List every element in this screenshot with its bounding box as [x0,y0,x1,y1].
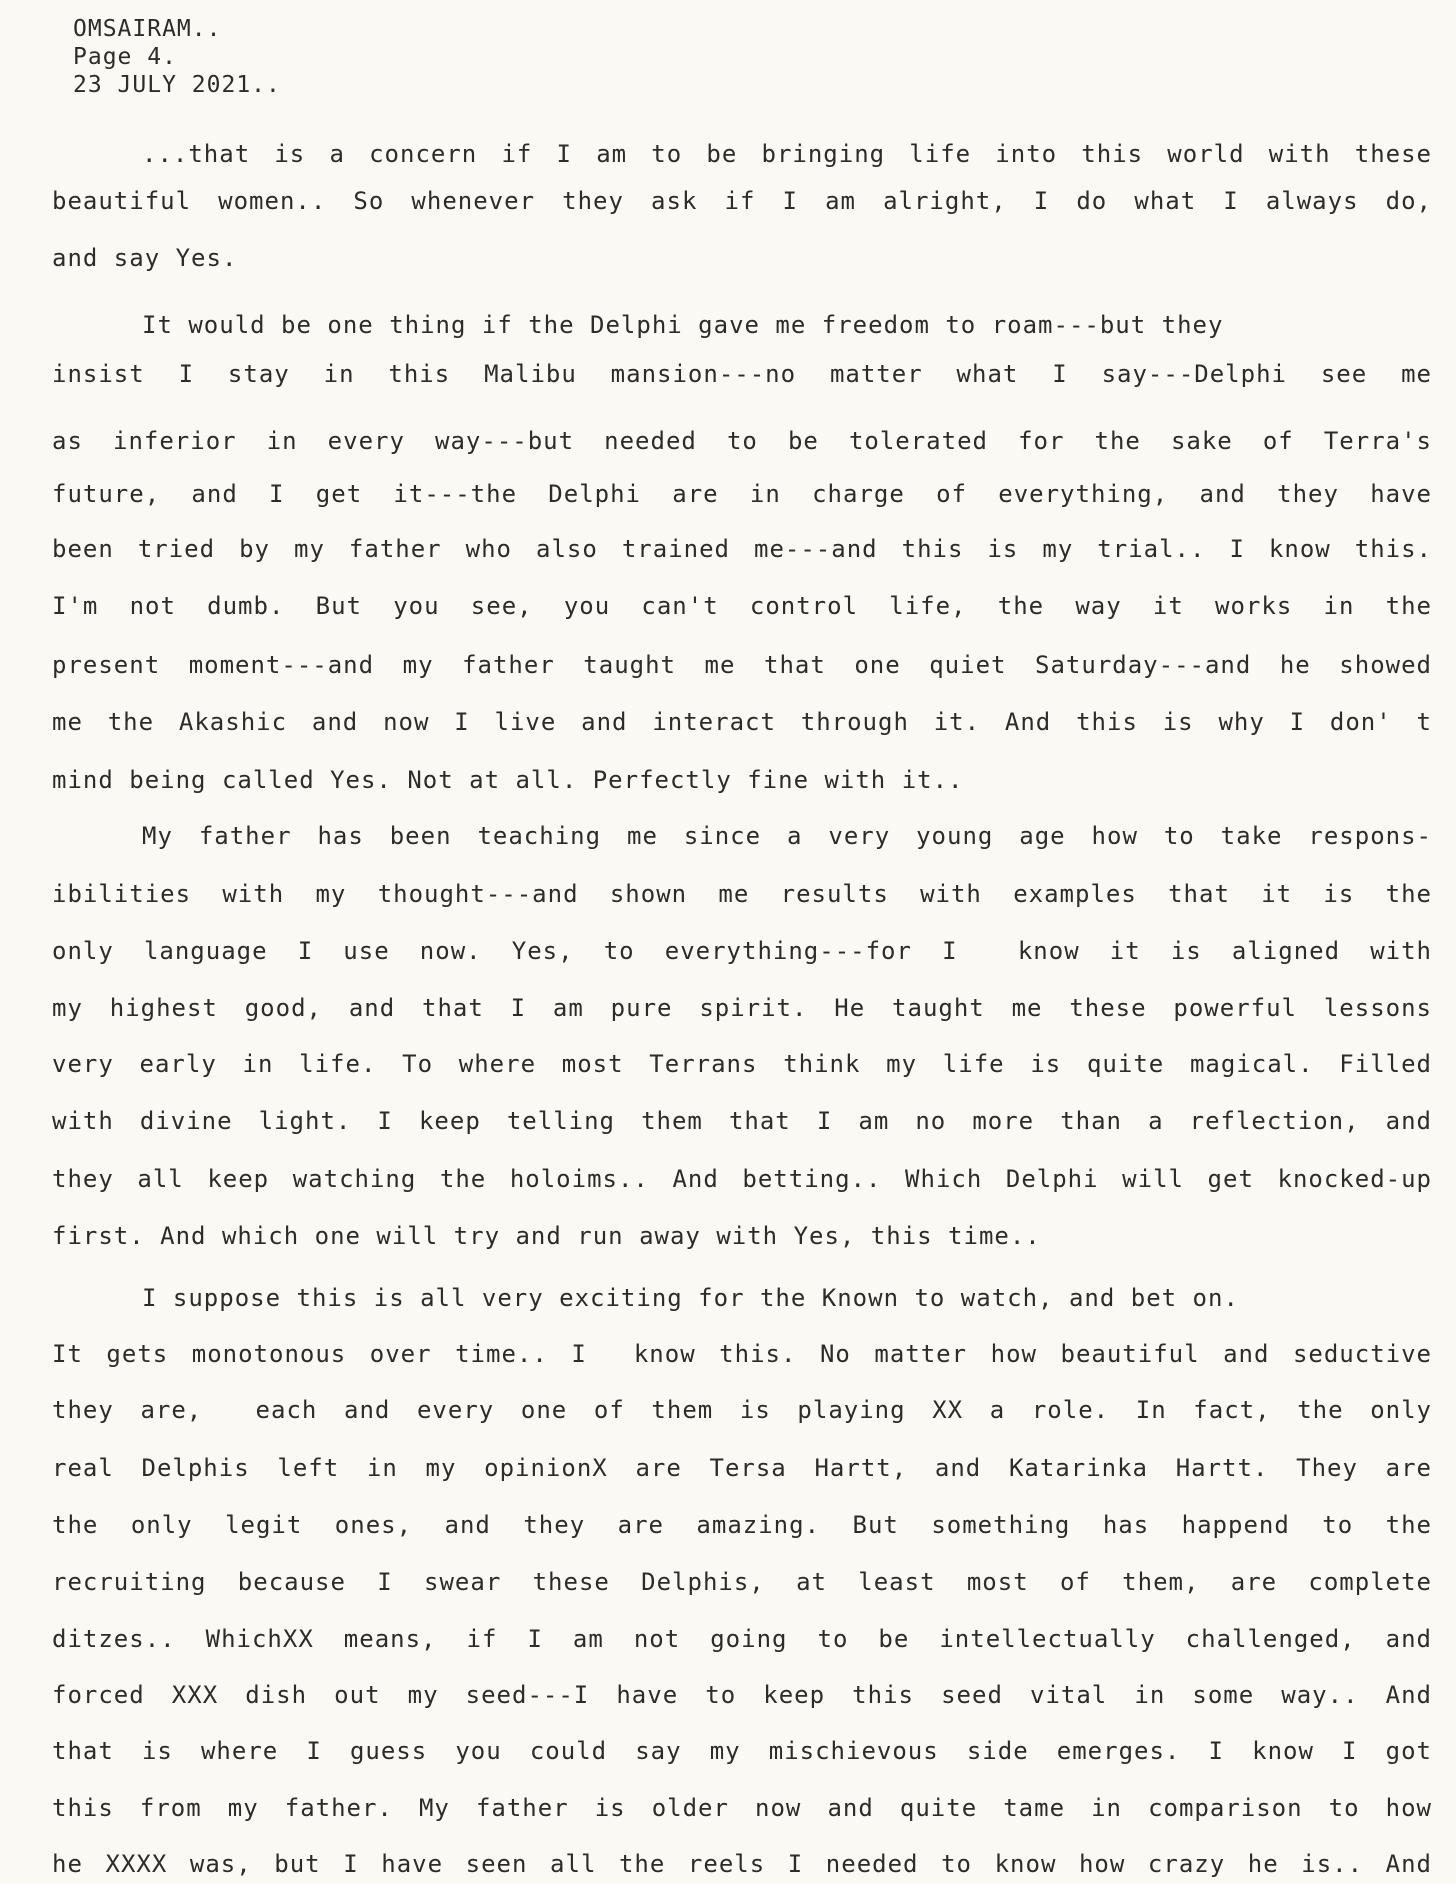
text-line: the only legit ones, and they are amazing. But something has happend to the [52,1511,1432,1539]
header-om-sairam: OMSAIRAM.. [73,16,222,42]
text-line: and say Yes. [52,244,238,272]
text-line: first. And which one will try and run away with Yes, this time.. [52,1222,1041,1250]
text-line: this from my father. My father is older now and quite tame in comparison to how [52,1794,1432,1822]
header-date: 23 JULY 2021.. [73,72,281,98]
text-line: very early in life. To where most Terrans think my life is quite magical. Filled [52,1050,1432,1078]
text-line: they all keep watching the holoims.. And betting.. Which Delphi will get knocked-up [52,1165,1432,1193]
text-line: I'm not dumb. But you see, you can't control life, the way it works in the [52,592,1432,620]
text-line: they are, each and every one of them is playing XX a role. In fact, the only [52,1396,1432,1424]
text-line: mind being called Yes. Not at all. Perfectly fine with it.. [52,766,964,794]
text-line: he XXXX was, but I have seen all the reels I needed to know how crazy he is.. And [52,1850,1432,1878]
text-line: me the Akashic and now I live and interact through it. And this is why I don' t [52,708,1432,736]
text-line: as inferior in every way---but needed to be tolerated for the sake of Terra's [52,427,1432,455]
text-line: insist I stay in this Malibu mansion---no matter what I say---Delphi see me [52,360,1432,388]
text-line: ...that is a concern if I am to be bringing life into this world with these [142,140,1432,168]
text-line: It would be one thing if the Delphi gave me freedom to roam---but they [142,311,1224,339]
text-line: that is where I guess you could say my mischievous side emerges. I know I got [52,1737,1432,1765]
text-line: beautiful women.. So whenever they ask if I am alright, I do what I always do, [52,187,1432,215]
text-line: future, and I get it---the Delphi are in charge of everything, and they have [52,480,1432,508]
text-line: My father has been teaching me since a very young age how to take respons- [142,822,1432,850]
text-line: ibilities with my thought---and shown me results with examples that it is the [52,880,1432,908]
text-line: I suppose this is all very exciting for the Known to watch, and bet on. [142,1284,1239,1312]
text-line: forced XXX dish out my seed---I have to keep this seed vital in some way.. And [52,1681,1432,1709]
text-line: ditzes.. WhichXX means, if I am not going to be intellectually challenged, and [52,1625,1432,1653]
text-line: only language I use now. Yes, to everything---for I know it is aligned with [52,937,1432,965]
text-line: recruiting because I swear these Delphis, at least most of them, are complete [52,1568,1432,1596]
text-line: present moment---and my father taught me that one quiet Saturday---and he showed [52,651,1432,679]
text-line: my highest good, and that I am pure spirit. He taught me these powerful lessons [52,994,1432,1022]
text-line: been tried by my father who also trained me---and this is my trial.. I know this. [52,535,1432,563]
text-line: real Delphis left in my opinionX are Tersa Hartt, and Katarinka Hartt. They are [52,1454,1432,1482]
text-line: with divine light. I keep telling them that I am no more than a reflection, and [52,1107,1432,1135]
text-line: It gets monotonous over time.. I know this. No matter how beautiful and seductive [52,1340,1432,1368]
header-page-number: Page 4. [73,44,177,70]
